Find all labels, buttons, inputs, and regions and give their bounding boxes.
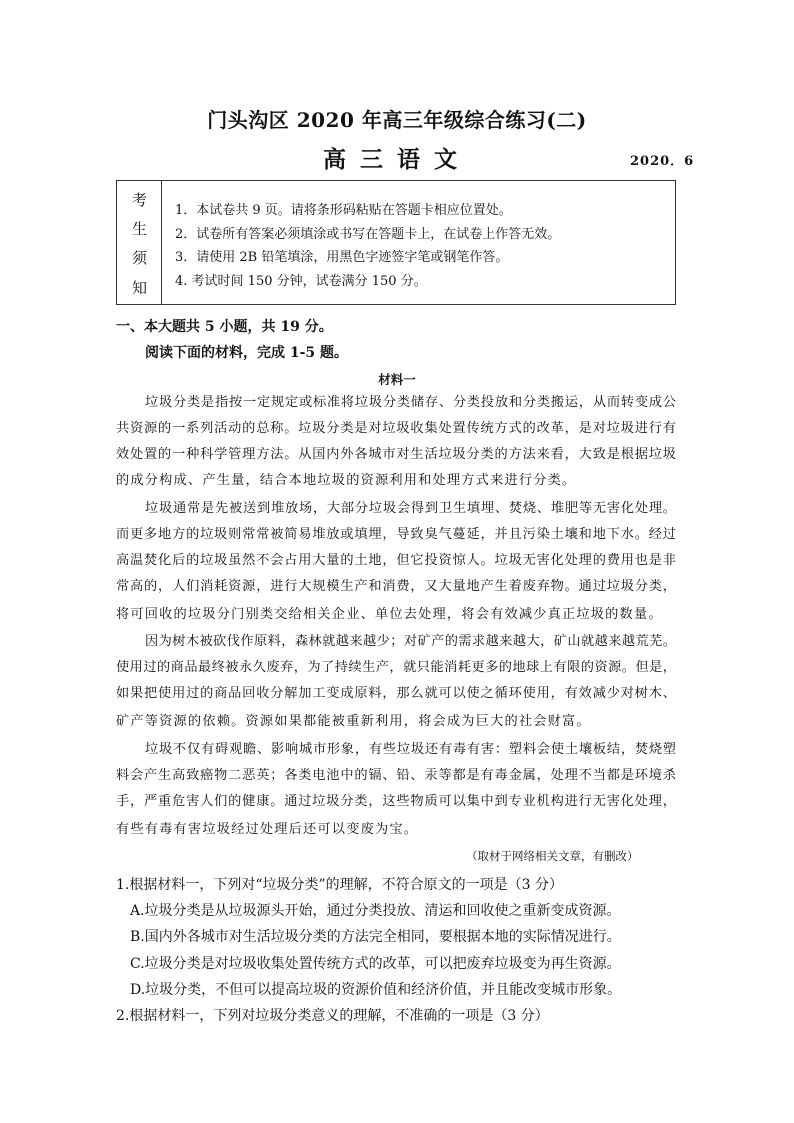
notice-item: 1．本试卷共 9 页。请将条形码粘贴在答题卡相应位置处。 [175, 203, 512, 218]
answer-option: A.垃圾分类是从垃圾源头开始，通过分类投放、清运和回收使之重新变成资源。 [130, 903, 621, 919]
question-stem: 1.根据材料一，下列对“垃圾分类”的理解，不符合原文的一项是（3 分） [116, 877, 564, 893]
material-title: 材料一 [378, 372, 416, 387]
section-heading: 一、本大题共 5 小题，共 19 分。 [116, 319, 333, 335]
material-line: 将可回收的垃圾分门别类交给相关企业、单位去处理，将会有效减少真正垃圾的数量。 [116, 607, 663, 622]
material-line: 手，严重危害人们的健康。通过垃圾分类，这些物质可以集中到专业机构进行无害化处理， [116, 794, 676, 809]
material-line: 常高的，人们消耗资源，进行大规模生产和消费，又大量地产生着废弃物。通过垃圾分类， [116, 579, 676, 594]
exam-title: 门头沟区 2020 年高三年级综合练习(二) [207, 108, 587, 132]
material-line: 的成分构成、产生量，结合本地垃圾的资源利用和处理方式来进行分类。 [116, 473, 577, 488]
notice-label-char: 考 [131, 191, 147, 209]
notice-item: 2．试卷所有答案必须填涂或书写在答题卡上，在试卷上作答无效。 [175, 226, 561, 242]
material-line: 垃圾通常是先被送到堆放场，大部分垃圾会得到卫生填埋、焚烧、堆肥等无害化处理。 [145, 501, 676, 516]
notice-label [117, 181, 162, 304]
material-line: 有些有毒有害垃圾经过处理后还可以变废为宝。 [116, 822, 419, 837]
answer-option: B.国内外各城市对生活垃圾分类的方法完全相同，要根据本地的实际情况进行。 [130, 929, 621, 945]
notice-list [175, 199, 665, 293]
notice-label-char: 须 [131, 249, 147, 267]
answer-option: D.垃圾分类，不但可以提高垃圾的资源价值和经济价值，并且能改变城市形象。 [130, 982, 622, 998]
material-line: 高温焚化后的垃圾虽然不会占用大量的土地，但它投资惊人。垃圾无害化处理的费用也是非 [116, 553, 676, 568]
material-line: 矿产等资源的依赖。资源如果都能被重新利用，将会成为巨大的社会财富。 [116, 714, 591, 729]
material-line: 共资源的一系列活动的总称。垃圾分类是对垃圾收集处置传统方式的改革，是对垃圾进行有 [116, 421, 676, 436]
notice-label-char: 生 [131, 220, 147, 238]
material-line: 料会产生高致癌物二恶英；各类电池中的镉、铅、汞等都是有毒金属，处理不当都是环境杀 [116, 768, 676, 783]
material-source: （取材于网络相关文章，有删改） [466, 849, 639, 863]
material-line: 垃圾分类是指按一定规定或标准将垃圾分类储存、分类投放和分类搬运，从而转变成公 [145, 395, 676, 410]
material-line: 而更多地方的垃圾则常常被简易堆放或填埋，导致臭气蔓延，并且污染土壤和地下水。经过 [116, 527, 676, 542]
answer-option: C.垃圾分类是对垃圾收集处置传统方式的改革，可以把废弃垃圾变为再生资源。 [130, 956, 621, 972]
notice-label-char: 知 [131, 279, 147, 297]
question-stem: 2.根据材料一，下列对垃圾分类意义的理解，不准确的一项是（3 分） [116, 1008, 549, 1024]
notice-item: 3．请使用 2B 铅笔填涂，用黑色字迹签字笔或钢笔作答。 [175, 250, 509, 265]
reading-instruction: 阅读下面的材料，完成 1-5 题。 [145, 345, 349, 361]
subject-title: 高三语文 [323, 146, 471, 173]
candidate-notice-box [116, 180, 676, 305]
material-line: 效处置的一种科学管理方法。从国内外各城市对生活垃圾分类的方法来看，大致是根据垃圾 [116, 447, 676, 462]
exam-date: 2020．6 [630, 154, 695, 169]
material-line: 使用过的商品最终被永久废弃，为了持续生产，就只能消耗更多的地球上有限的资源。但是， [116, 660, 676, 675]
material-line: 垃圾不仅有碍观瞻、影响城市形象，有些垃圾还有毒有害：塑料会使土壤板结，焚烧塑 [145, 742, 676, 757]
notice-item: 4. 考试时间 150 分钟，试卷满分 150 分。 [175, 273, 427, 289]
material-line: 因为树木被砍伐作原料，森林就越来越少；对矿产的需求越来越大，矿山就越来越荒芜。 [145, 634, 676, 649]
material-line: 如果把使用过的商品回收分解加工变成原料，那么就可以使之循环使用，有效减少对树木、 [116, 686, 676, 701]
